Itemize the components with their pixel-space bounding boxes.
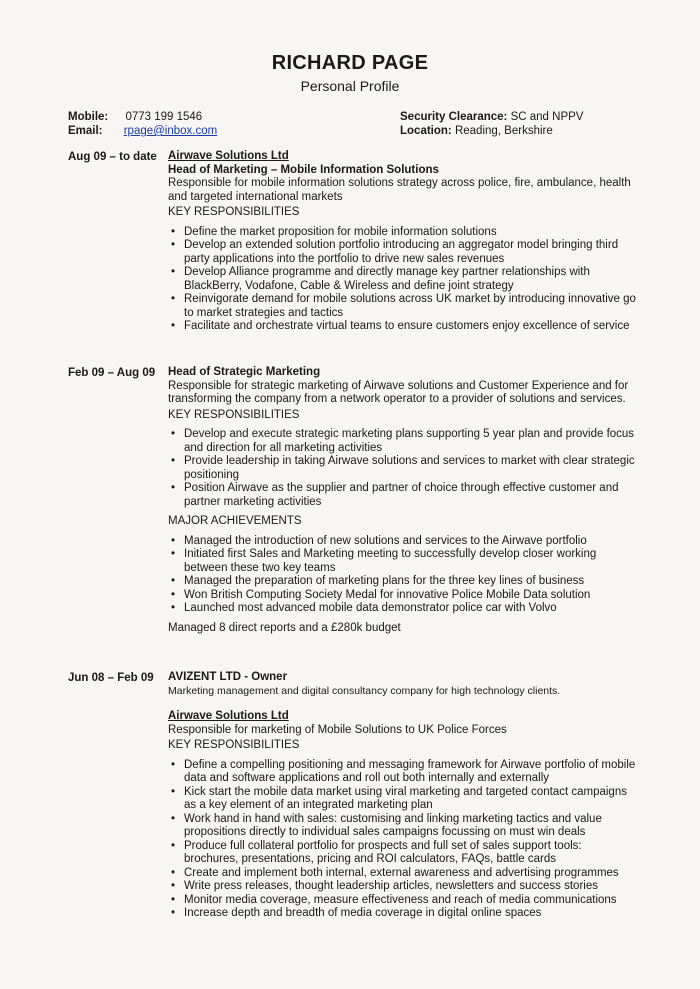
- candidate-name: RICHARD PAGE: [271, 52, 429, 74]
- job-date: Feb 09 – Aug 09: [68, 367, 156, 379]
- job-note: Managed 8 direct reports and a £280k budget: [168, 621, 401, 634]
- job-description: Responsible for strategic marketing of Airwave solutions and Customer Experience and for transforming the company from a network operator to a provider of solutions and services.: [168, 379, 629, 405]
- location-label: Location:: [400, 125, 452, 137]
- contact-mobile: [68, 110, 202, 124]
- security-value: SC and NPPV: [510, 111, 584, 123]
- location-value: Reading, Berkshire: [454, 125, 553, 137]
- list-item: • Facilitate and orchestrate virtual teams to ensure customers enjoy excellence of service: [168, 320, 638, 334]
- responsibilities-list: [168, 759, 638, 921]
- contact-security: [400, 110, 583, 124]
- list-item: • Managed the introduction of new solutions and services to the Airwave portfolio: [168, 535, 638, 549]
- responsibilities-list: [168, 226, 638, 334]
- list-item: • Launched most advanced mobile data demonstrator police car with Volvo: [168, 602, 638, 616]
- responsibilities-heading: KEY RESPONSIBILITIES: [168, 206, 300, 218]
- list-item: • Reinvigorate demand for mobile solutions across UK market by introducing innovative go to market strategies and tactics: [168, 293, 638, 320]
- job-date: Aug 09 – to date: [68, 151, 157, 163]
- job-title: Head of Strategic Marketing: [168, 366, 321, 378]
- contact-email: [68, 124, 217, 138]
- email-link[interactable]: rpage@inbox.com: [123, 125, 218, 137]
- list-item: • Define the market proposition for mobile information solutions: [168, 226, 638, 240]
- security-label: Security Clearance:: [400, 111, 508, 123]
- company-name: Airwave Solutions Ltd: [168, 710, 289, 722]
- email-label: Email:: [68, 125, 103, 137]
- list-item: • Produce full collateral portfolio for prospects and full set of sales support tools: brochures, presentations, pricing and ROI calculators, FAQs, battle cards: [168, 840, 638, 867]
- job-body: [168, 366, 638, 635]
- job-body: [168, 150, 638, 340]
- list-item: • Develop an extended solution portfolio introducing an aggregator model bringing third party applications into the portfolio to drive new sales revenues: [168, 239, 638, 266]
- sub-description: Responsible for marketing of Mobile Solutions to UK Police Forces: [168, 723, 507, 736]
- list-item: • Monitor media coverage, measure effectiveness and reach of media communications: [168, 894, 638, 908]
- responsibilities-list: [168, 428, 638, 509]
- job-title: AVIZENT LTD - Owner: [168, 671, 288, 683]
- job-description: Marketing management and digital consultancy company for high technology clients.: [168, 684, 561, 697]
- job-body: [168, 671, 638, 927]
- job-title: Head of Marketing – Mobile Information Solutions: [168, 163, 439, 176]
- achievements-list: [168, 535, 638, 616]
- list-item: • Provide leadership in taking Airwave solutions and services to market with clear strategic positioning: [168, 455, 638, 482]
- list-item: • Increase depth and breadth of media coverage in digital online spaces: [168, 907, 638, 921]
- company-name: Airwave Solutions Ltd: [168, 150, 289, 162]
- list-item: • Kick start the mobile data market using viral marketing and targeted contact campaigns as a key element of an integrated marketing plan: [168, 786, 638, 813]
- list-item: • Initiated first Sales and Marketing meeting to successfully develop closer working between these two key teams: [168, 548, 638, 575]
- document-subtitle: Personal Profile: [300, 78, 400, 94]
- achievements-heading: MAJOR ACHIEVEMENTS: [168, 515, 302, 527]
- list-item: • Create and implement both internal, external awareness and advertising programmes: [168, 867, 638, 881]
- list-item: • Won British Computing Society Medal for innovative Police Mobile Data solution: [168, 589, 638, 603]
- list-item: • Develop Alliance programme and directly manage key partner relationships with BlackBerry, Vodafone, Cable & Wireless and define joint strategy: [168, 266, 638, 293]
- job-description: Responsible for mobile information solutions strategy across police, fire, ambulance, health and targeted international markets: [168, 177, 631, 203]
- mobile-number: 0773 199 1546: [125, 111, 203, 123]
- list-item: • Work hand in hand with sales: customising and linking marketing tactics and value propositions directly to individual sales campaigns focussing on must win deals: [168, 813, 638, 840]
- list-item: • Position Airwave as the supplier and partner of choice through effective customer and partner marketing activities: [168, 482, 638, 509]
- responsibilities-heading: KEY RESPONSIBILITIES: [168, 739, 300, 751]
- list-item: • Managed the preparation of marketing plans for the three key lines of business: [168, 575, 638, 589]
- list-item: • Define a compelling positioning and messaging framework for Airwave portfolio of mobile data and software applications and roll out both internally and externally: [168, 759, 638, 786]
- list-item: • Develop and execute strategic marketing plans supporting 5 year plan and provide focus and direction for all marketing activities: [168, 428, 638, 455]
- responsibilities-heading: KEY RESPONSIBILITIES: [168, 408, 300, 421]
- list-item: • Write press releases, thought leadership articles, newsletters and success stories: [168, 880, 638, 894]
- mobile-label: Mobile:: [68, 111, 109, 123]
- job-date: Jun 08 – Feb 09: [68, 672, 154, 684]
- contact-location: [400, 124, 553, 138]
